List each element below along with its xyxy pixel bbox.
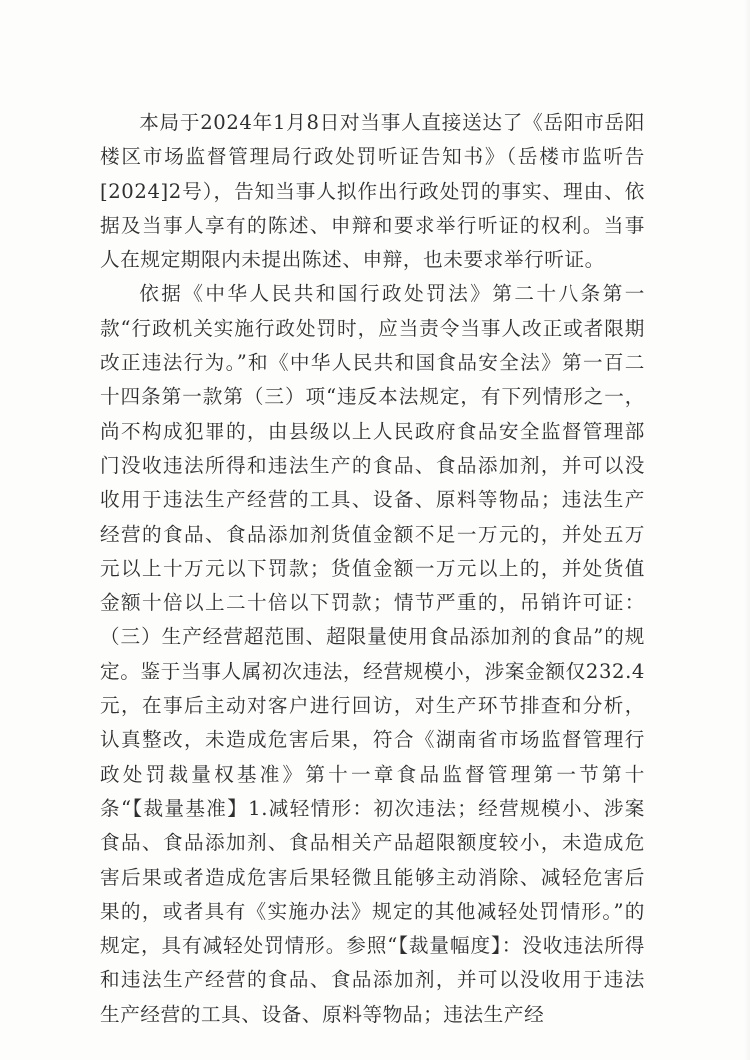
scan-edge-shadow	[744, 0, 750, 1060]
hearing-notice-paragraph: 本局于2024年1月8日对当事人直接送达了《岳阳市岳阳楼区市场监督管理局行政处罚听证告知书》（岳楼市监听告[2024]2号），告知当事人拟作出行政处罚的事实、理由、依据及当事人享有的陈述、申辩和要求举行听证的权利。当事人在规定期限内未提出陈述、申辩，也未要求举行听证。	[100, 111, 645, 272]
legal-basis-paragraph: 依据《中华人民共和国行政处罚法》第二十八条第一款“行政机关实施行政处罚时，应当责令当事人改正或者限期改正违法行为。”和《中华人民共和国食品安全法》第一百二十四条第一款第（三）项“违反本法规定，有下列情形之一，尚不构成犯罪的，由县级以上人民政府食品安全监督管理部门没收违法所得和违法生产的食品、食品添加剂，并可以没收用于违法生产经营的工具、设备、原料等物品；违法生产经营的食品、食品添加剂货值金额不足一万元的，并处五万元以上十万元以下罚款；货值金额一万元以上的，并处货值金额十倍以上二十倍以下罚款；情节严重的，吊销许可证：（三）生产经营超范围、超限量使用食品添加剂的食品”的规定。鉴于当事人属初次违法，经营规模小，涉案金额仅232.4元，在事后主动对客户进行回访，对生产环节排查和分析，认真整改，未造成危害后果，符合《湖南省市场监督管理行政处罚裁量权基准》第十一章食品监督管理第一节第十条“【裁量基准】1.减轻情形：初次违法；经营规模小、涉案食品、食品添加剂、食品相关产品超限额度较小，未造成危害后果或者造成危害后果轻微且能够主动消除、减轻危害后果的，或者具有《实施办法》规定的其他减轻处罚情形。”的规定，具有减轻处罚情形。参照“【裁量幅度】：没收违法所得和违法生产经营的食品、食品添加剂，并可以没收用于违法生产经营的工具、设备、原料等物品；违法生产经	[100, 282, 645, 1026]
document-body	[100, 106, 645, 1032]
